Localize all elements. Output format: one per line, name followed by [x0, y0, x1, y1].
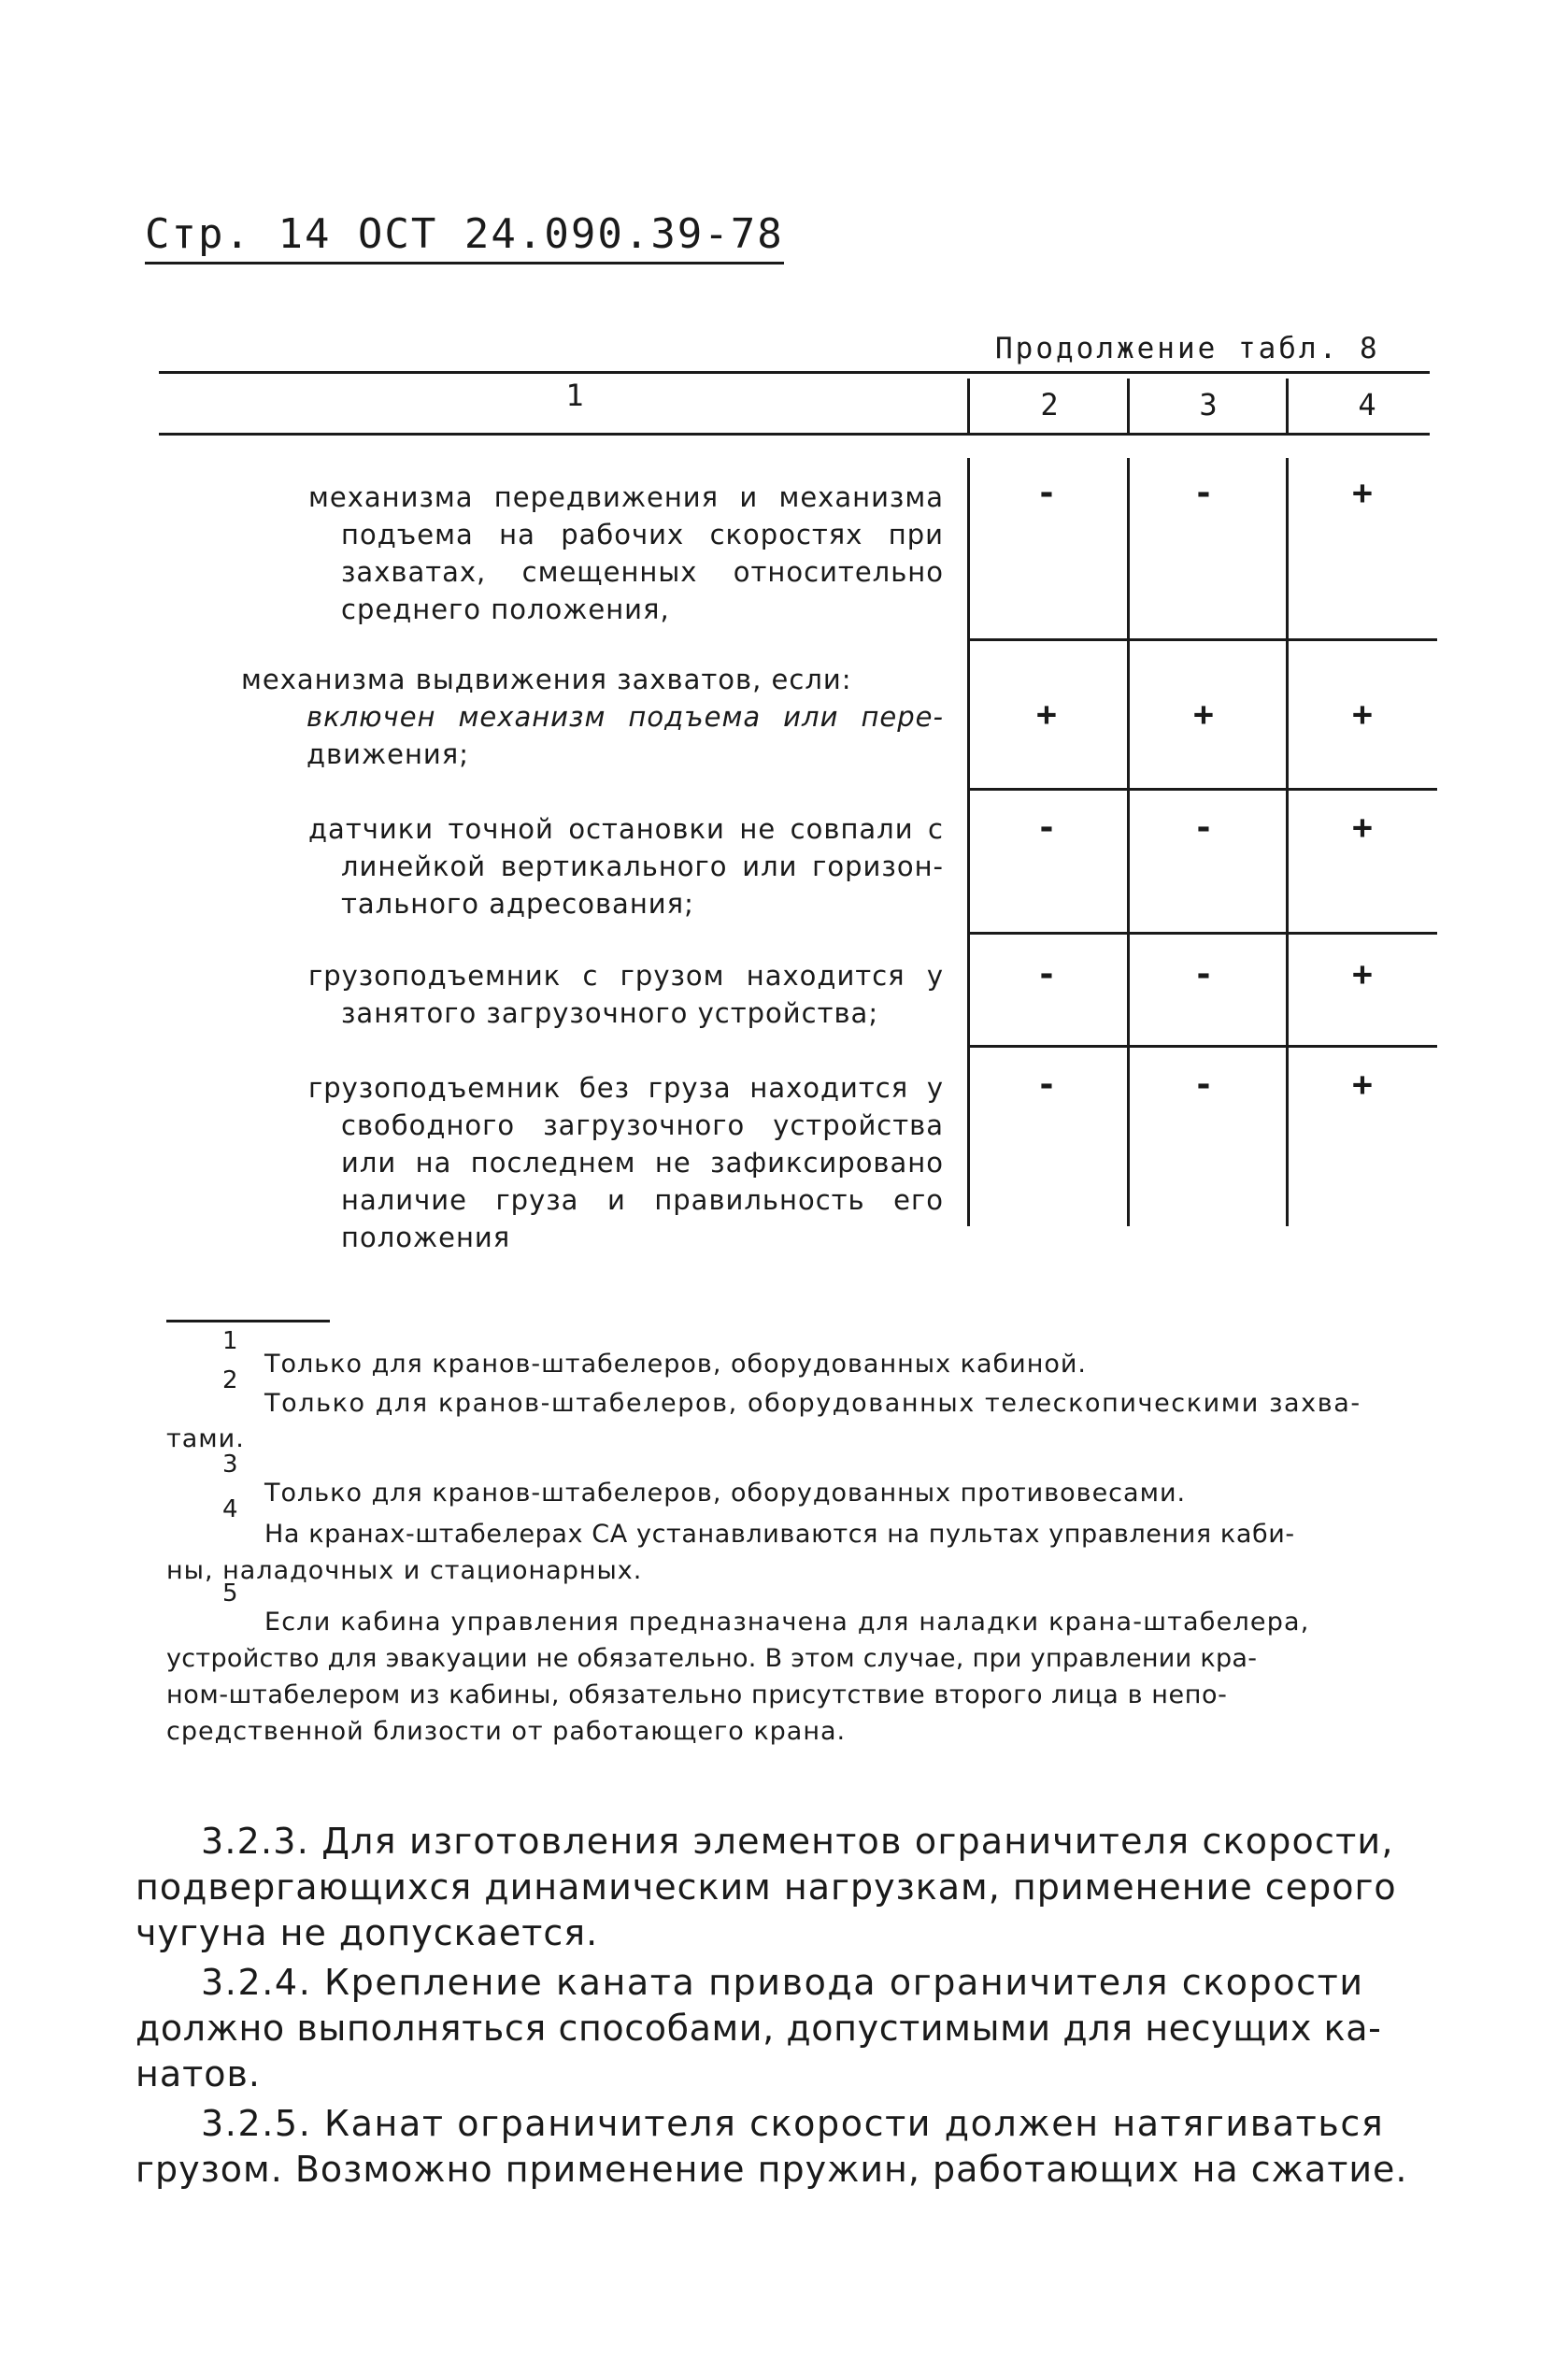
cell-mark: -	[1193, 1065, 1214, 1104]
footnote-5-cont: средственной близости от работающего крана.	[166, 1717, 847, 1746]
table-column-divider	[1286, 458, 1289, 1226]
column-header-4: 4	[1358, 387, 1376, 422]
clause-3-2-5-cont: грузом. Возможно применение пружин, работающих на сжатие.	[135, 2149, 1408, 2190]
clause-3-2-5: 3.2.5. Канат ограничителя скорости должен натягиваться	[201, 2103, 1385, 2144]
footnote-mark: 3	[222, 1451, 238, 1479]
cell-mark: -	[1193, 955, 1214, 994]
cell-mark: -	[1036, 474, 1057, 512]
column-header-3: 3	[1199, 387, 1218, 422]
footnote-2-cont: тами.	[166, 1424, 245, 1453]
table-row: датчики точной остановки не совпали с линейкой вертикального или горизон- тального адресования;	[308, 813, 944, 920]
row-separator	[970, 932, 1437, 935]
cell-mark: +	[1352, 808, 1373, 847]
table-column-divider	[967, 458, 970, 1226]
table-top-rule	[159, 371, 1430, 374]
cell-mark: -	[1036, 808, 1057, 847]
footnote-mark: 1	[222, 1327, 238, 1355]
row-separator	[970, 1045, 1437, 1048]
cell-mark: -	[1036, 1065, 1057, 1104]
cell-mark: +	[1352, 474, 1373, 512]
clause-3-2-4-cont: должно выполняться способами, допустимыми для несущих ка-	[135, 2008, 1382, 2049]
clause-3-2-4: 3.2.4. Крепление каната привода ограничителя скорости	[201, 1962, 1364, 2003]
footnote-5: Если кабина управления предназначена для наладки крана-штабелера,	[264, 1608, 1310, 1637]
table-header-divider	[1127, 379, 1130, 433]
column-header-1: 1	[565, 378, 584, 413]
footnote-rule	[166, 1320, 330, 1322]
page-header: Стр. 14 ОСТ 24.090.39-78	[145, 207, 784, 264]
footnote-1: Только для кранов-штабелеров, оборудованных кабиной.	[264, 1350, 1087, 1379]
cell-mark: +	[1352, 695, 1373, 734]
table-column-divider	[1127, 458, 1130, 1226]
footnote-5-cont: ном-штабелером из кабины, обязательно присутствие второго лица в непо-	[166, 1680, 1228, 1709]
cell-mark: +	[1193, 695, 1214, 734]
clause-3-2-3: 3.2.3. Для изготовления элементов ограничителя скорости,	[201, 1821, 1394, 1862]
column-header-2: 2	[1040, 387, 1059, 422]
row-separator	[970, 788, 1437, 791]
cell-mark: -	[1193, 474, 1214, 512]
footnote-mark: 2	[222, 1366, 238, 1394]
table-header-divider	[1286, 379, 1289, 433]
table-row: механизма выдвижения захватов, если: включен механизм подъема или пере- движения;	[241, 664, 944, 770]
row-separator	[970, 638, 1437, 641]
table-continuation-label: Продолжение табл. 8	[995, 332, 1380, 365]
footnote-3: Только для кранов-штабелеров, оборудованных противовесами.	[264, 1479, 1187, 1508]
table-row: грузоподъемник с грузом находится у занятого загрузочного устройства;	[308, 960, 944, 1029]
cell-mark: -	[1036, 955, 1057, 994]
table-row: грузоподъемник без груза находится у свободного загрузочного устройства или на последнем не зафиксировано наличие груза и правильность его положения	[308, 1072, 944, 1253]
cell-mark: -	[1193, 808, 1214, 847]
footnote-2: Только для кранов-штабелеров, оборудованных телескопическими захва-	[264, 1389, 1361, 1418]
table-row: механизма передвижения и механизма подъема на рабочих скоростях при захватах, смещенных относительно среднего положения,	[308, 481, 944, 625]
clause-3-2-4-cont: натов.	[135, 2053, 261, 2094]
cell-mark: +	[1352, 1065, 1373, 1104]
footnote-5-cont: устройство для эвакуации не обязательно. В этом случае, при управлении кра-	[166, 1644, 1258, 1673]
clause-3-2-3-cont: чугуна не допускается.	[135, 1912, 599, 1953]
footnote-mark: 4	[222, 1495, 238, 1523]
cell-mark: +	[1036, 695, 1057, 734]
footnote-4: На кранах-штабелерах СА устанавливаются на пультах управления каби-	[264, 1520, 1295, 1549]
footnote-mark: 5	[222, 1580, 238, 1608]
cell-mark: +	[1352, 955, 1373, 994]
clause-3-2-3-cont: подвергающихся динамическим нагрузкам, применение серого	[135, 1866, 1397, 1908]
table-header-rule	[159, 433, 1430, 436]
table-header-divider	[967, 379, 970, 433]
footnote-4-cont: ны, наладочных и стационарных.	[166, 1556, 643, 1585]
